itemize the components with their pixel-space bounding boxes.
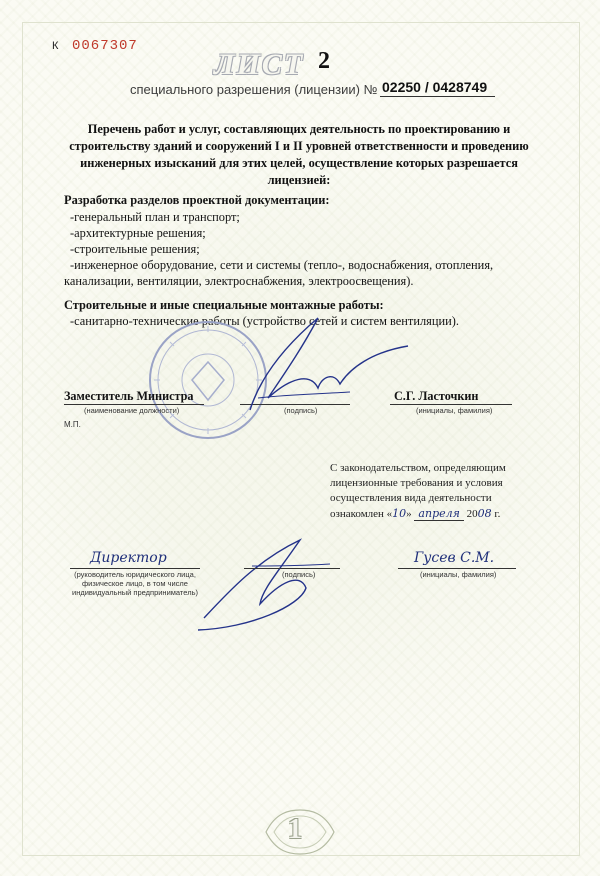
license-number: 02250 / 0428749 <box>382 79 488 95</box>
licensee-signature-line <box>244 568 340 569</box>
page-number: 1 <box>288 814 302 845</box>
series-letter: К <box>52 40 59 52</box>
official-name: С.Г. Ласточкин <box>394 389 479 403</box>
date-suffix: г. <box>494 508 501 520</box>
works-list-heading: Перечень работ и услуг, составляющих деятельность по проектированию и строительству зданий и сооружений I и II уровней ответственности и проведению инженерных изысканий для этих целей, осуществление которых разрешается лицензией: <box>69 122 529 187</box>
list-item: -архитектурные решения; <box>70 226 206 240</box>
sheet-title: ЛИСТ <box>214 48 305 81</box>
date-prefix: ознакомлен « <box>330 508 393 520</box>
list-item: -инженерное оборудование, сети и системы (тепло-, водоснабжения, отопления, <box>70 258 494 272</box>
list-item: -санитарно-технические работы (устройство сетей и систем вентиляции). <box>70 314 459 328</box>
date-year-prefix: 20 <box>466 508 478 520</box>
date-day: 10 <box>392 507 407 520</box>
section-title-design: Разработка разделов проектной документации: <box>64 193 330 207</box>
licensee-signature-caption: (подпись) <box>282 570 316 579</box>
date-year-suffix: 08 <box>477 507 492 520</box>
position-caption: (наименование должности) <box>84 406 180 415</box>
licensee-name-caption: (инициалы, фамилия) <box>420 570 497 579</box>
licensee-position-handwritten: Директор <box>90 550 167 566</box>
list-item: -генеральный план и транспорт; <box>70 210 240 224</box>
acknowledgement-line: С законодательством, определяющим <box>330 462 506 474</box>
official-signature-caption: (подпись) <box>284 406 318 415</box>
list-item-continuation: канализации, вентиляции, электроснабжения, электроосвещения). <box>64 274 414 288</box>
acknowledgement-line: лицензионные требования и условия <box>330 477 503 489</box>
licensee-name-handwritten: Гусев С.М. <box>414 550 495 566</box>
date-mid: » <box>406 508 412 520</box>
serial-number: 0067307 <box>72 38 138 54</box>
licensee-position-line <box>70 568 200 569</box>
official-position: Заместитель Министра <box>64 389 194 403</box>
stamp-mark: М.П. <box>64 420 81 429</box>
licensee-name-line <box>398 568 516 569</box>
list-item: -строительные решения; <box>70 242 200 256</box>
license-caption: специального разрешения (лицензии) № <box>130 82 378 97</box>
acknowledgement-line: осуществления вида деятельности <box>330 492 492 504</box>
licensee-position-caption: (руководитель юридического лица, физическое лицо, в том числе индивидуальный предприниматель) <box>72 570 198 597</box>
acknowledgement-date <box>330 507 500 520</box>
date-month: апреля <box>414 507 463 521</box>
official-name-caption: (инициалы, фамилия) <box>416 406 493 415</box>
section-title-construction: Строительные и иные специальные монтажные работы: <box>64 298 384 312</box>
sheet-number: 2 <box>318 48 330 74</box>
